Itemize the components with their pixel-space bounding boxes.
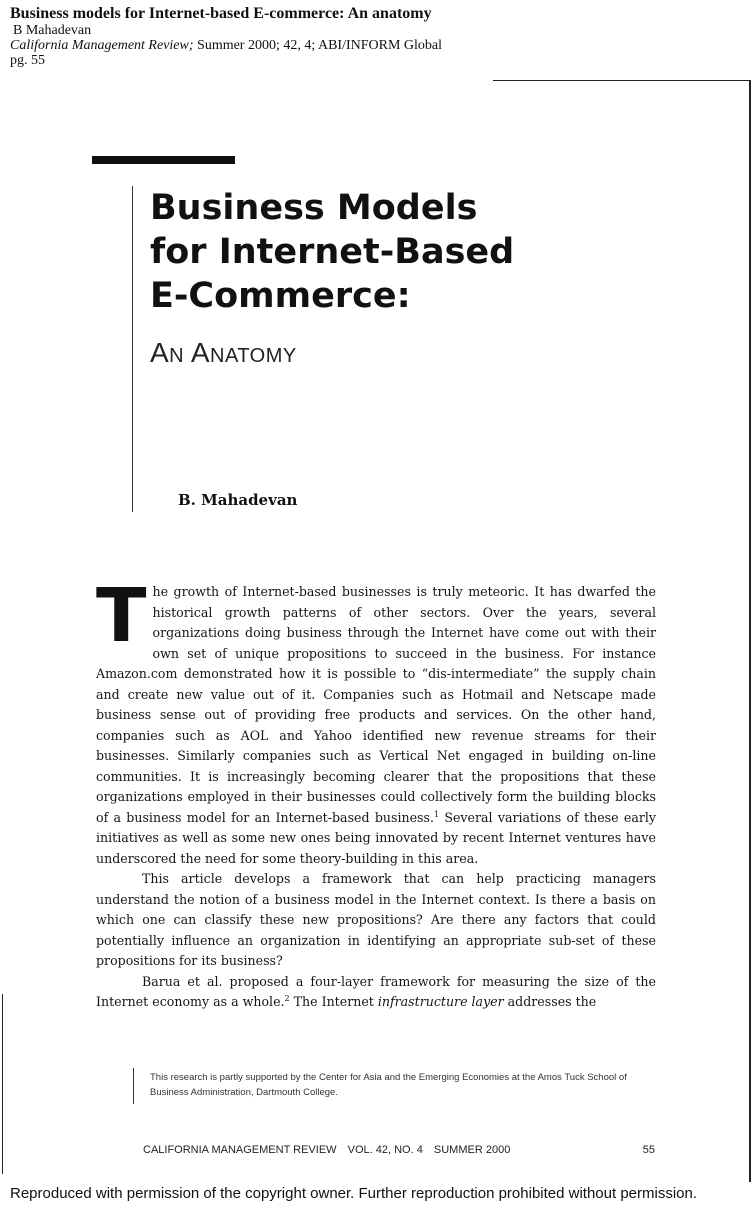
citation-page: pg. 55 [10,53,45,68]
page-footer [143,1144,655,1156]
article-subtitle: An Anatomy [150,337,297,368]
paragraph-3-tail: addresses the [503,994,597,1009]
article-title-line: Business Models [150,188,478,228]
citation-author: B Mahadevan [13,23,92,38]
page-edge-rule-left [2,994,3,1174]
title-side-rule [132,186,133,512]
drop-cap: T [96,573,147,659]
paragraph-1-text: he growth of Internet-based businesses is truly meteoric. It has dwarfed the historical growth patterns of other sectors. Over the years, several organizations doing business through the Internet have come out with their own set of unique propositions to succeed in the business. For instance Amazon.com demonstrated how it is possible to “dis-intermediate” the supply chain and create new value out of it. Companies such as Hotmail and Netscape made business sense out of providing free products and services. On the other hand, companies such as AOL and Yahoo identified new revenue streams for their businesses. Similarly companies such as Vertical Net engaged in building on-line communities. It is increasingly becoming clearer that the propositions that these organizations employed in their businesses could collectively form the building blocks of a business model for an Internet-based business. [96,584,656,825]
footer-journal-info [143,1144,518,1156]
footnote-ref: 2 [284,993,290,1003]
footer-journal: CALIFORNIA MANAGEMENT REVIEW [143,1144,337,1156]
footer-issue: SUMMER 2000 [433,1144,511,1156]
article-title-line: E-Commerce: [150,276,411,316]
paragraph-1-tail: Several variations of these early initiatives as well as some new ones being innovated by recent Internet ventures have underscored the need for some theory-building in this area. [96,809,656,866]
footnote-ref: 1 [433,809,440,819]
paragraph-3-mid: The Internet [289,994,378,1009]
paragraph-3-emphasis: infrastructure layer [377,994,504,1009]
citation-journal-name: California Management Review; [10,38,194,53]
footnote: This research is partly supported by the Center for Asia and the Emerging Economies at the Amos Tuck School of Business Administration, Dartmouth College. [150,1072,627,1098]
body-paragraph: This article develops a framework that can help practicing managers understand the notion of a business model in the Internet context. Is there a basis on which one can classify these new propositions? Are there any factors that could potentially influence an organization in identifying an appropriate sub-set of these propositions for its business? [96,871,656,968]
paragraph-3-text: Barua et al. proposed a four-layer framework for measuring the size of the Internet economy as a whole. [96,973,656,1009]
article-title-line: for Internet-Based [150,232,515,272]
citation-journal-details: Summer 2000; 42, 4; ABI/INFORM Global [193,38,443,53]
citation-title: Business models for Internet-based E-commerce: An anatomy [10,5,432,22]
page-edge-rule [749,80,751,1182]
reproduction-notice: Reproduced with permission of the copyright owner. Further reproduction prohibited without permission. [10,1185,698,1202]
header-divider [493,80,751,81]
footer-volume: VOL. 42, NO. 4 [347,1144,423,1156]
body-paragraph [96,972,656,1013]
footnote-side-rule [133,1068,134,1104]
body-paragraph [96,573,656,869]
article-byline: B. Mahadevan [178,491,298,509]
article-title [150,186,514,318]
article-body [96,573,656,1013]
citation-header [10,5,750,68]
title-accent-bar [92,156,235,164]
footer-page-number: 55 [642,1144,655,1156]
citation-journal [10,38,750,53]
